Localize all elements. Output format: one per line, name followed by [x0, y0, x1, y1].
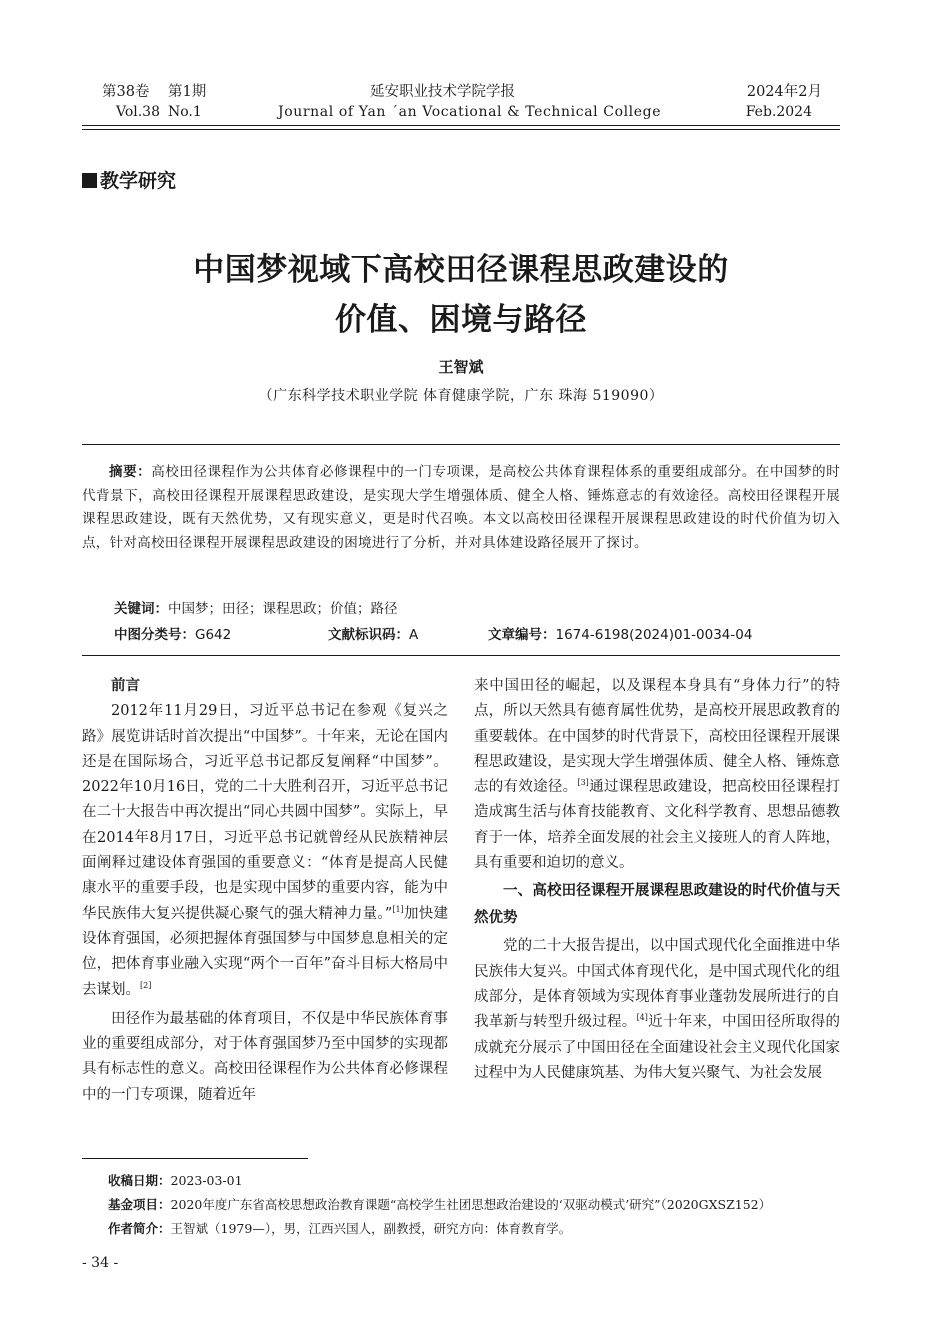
running-header [102, 82, 822, 122]
preface-heading: 前言 [111, 678, 140, 694]
article-number-label: 文章编号： [488, 627, 556, 643]
journal-en: Journal of Yan ´an Vocational & Technical College [278, 104, 662, 120]
received-date: 2023-03-01 [170, 1173, 243, 1188]
abstract-rule-bottom [82, 655, 840, 656]
issue-cn: 第1期 [168, 84, 207, 100]
paragraph [474, 674, 840, 876]
abstract [82, 461, 840, 555]
citation-ref: [3] [577, 778, 589, 788]
keywords [114, 597, 398, 617]
received-label: 收稿日期： [108, 1173, 171, 1188]
footnote-fund [108, 1194, 771, 1216]
square-bullet-icon [82, 173, 97, 188]
footnote-received [108, 1170, 243, 1192]
clc-label: 中图分类号： [114, 627, 195, 643]
clc-value: G642 [195, 627, 232, 643]
fund-label: 基金项目： [108, 1197, 171, 1212]
volume-en: Vol.38 [116, 104, 160, 120]
citation-ref: [2] [140, 980, 152, 990]
doc-value: A [409, 627, 419, 643]
section-heading: 一、高校田径课程开展课程思政建设的时代价值与天然优势 [474, 883, 840, 927]
affiliation: （广东科学技术职业学院 体育健康学院，广东 珠海 519090） [258, 388, 664, 404]
paragraph-text: 来中国田径的崛起，以及课程本身具有“身体力行”的特点，所以天然具有德育属性优势，是高校开展思政教育的重要载体。在中国梦的时代背景下，高校田径课程开展课程思政建设，是实现大学生增强体质、健全人格、锤炼意志的有效途径。 [474, 678, 840, 796]
doc-code [328, 623, 418, 643]
paragraph [82, 699, 448, 1003]
article-title-line2: 价值、困境与路径 [335, 302, 587, 338]
fund-text: 2020年度广东省高校思想政治教育课题“高校学生社团思想政治建设的‘双驱动模式’研究”（2020GXSZ152） [170, 1197, 772, 1212]
abstract-label: 摘要： [109, 464, 152, 480]
article-number [488, 623, 752, 643]
volume-cn: 第38卷 [102, 84, 150, 100]
footnote-author [108, 1218, 571, 1240]
author-bio-label: 作者简介： [108, 1221, 171, 1236]
body-right-column [474, 674, 840, 1086]
date-cn: 2024年2月 [746, 84, 822, 100]
section-tag [82, 166, 176, 193]
abstract-rule-top [82, 444, 840, 445]
author-name: 王智斌 [438, 358, 484, 376]
footnote-rule [82, 1158, 308, 1159]
keywords-text: 中国梦；田径；课程思政；价值；路径 [168, 601, 398, 617]
date-en: Feb.2024 [745, 104, 812, 120]
journal-cn: 延安职业技术学院学报 [370, 84, 515, 100]
citation-ref: [1] [392, 904, 404, 914]
clc-number [114, 623, 231, 643]
page-number: - 34 - [82, 1255, 119, 1271]
doc-label: 文献标识码： [328, 627, 409, 643]
article-number-value: 1674-6198(2024)01-0034-04 [555, 627, 753, 643]
paragraph-text: 2012年11月29日，习近平总书记在参观《复兴之路》展览讲话时首次提出“中国梦”。十年来，无论在国内还是在国际场合，习近平总书记都反复阐释“中国梦”。2022年10月16日，党的二十大胜利召开，习近平总书记在二十大报告中再次提出“同心共圆中国梦”。实际上，早在2014年8月17日，习近平总书记就曾经从民族精神层面阐释过建设体育强国的重要意义：“体育是提高人民健康水平的重要手段，也是实现中国梦的重要内容，能为中华民族伟大复兴提供凝心聚气的强大精神力量。” [82, 703, 448, 922]
paragraph-text: 加快建设体育强国，必须把握体育强国梦与中国梦息息相关的定位，把体育事业融入实现“两个一百年”奋斗目标大格局中去谋划。 [82, 905, 448, 998]
keywords-label: 关键词： [114, 601, 168, 617]
header-rule-thin [82, 129, 840, 130]
paragraph-text: 党的二十大报告提出，以中国式现代化全面推进中华民族伟大复兴。中国式体育现代化，是中国式现代化的组成部分，是体育领域为实现体育事业蓬勃发展所进行的自我革新与转型升级过程。 [474, 938, 840, 1031]
body-left-column [82, 674, 448, 1108]
paragraph: 田径作为最基础的体育项目，不仅是中华民族体育事业的重要组成部分，对于体育强国梦乃至中国梦的实现都具有标志性的意义。高校田径课程作为公共体育必修课程中的一门专项课，随着近年 [82, 1010, 448, 1103]
paragraph-text: 近十年来，中国田径所取得的成就充分展示了中国田径在全面建设社会主义现代化国家过程中为人民健康筑基、为伟大复兴聚气、为社会发展 [474, 1014, 841, 1081]
article-title-line1: 中国梦视域下高校田径课程思政建设的 [193, 252, 729, 288]
paragraph-text: 通过课程思政建设，把高校田径课程打造成寓生活与体育技能教育、文化科学教育、思想品德教育于一体，培养全面发展的社会主义接班人的育人阵地，具有重要和迫切的意义。 [474, 779, 841, 872]
citation-ref: [4] [636, 1013, 648, 1023]
section-label: 教学研究 [100, 170, 177, 192]
issue-en: No.1 [168, 104, 202, 120]
abstract-text: 高校田径课程作为公共体育必修课程中的一门专项课，是高校公共体育课程体系的重要组成部分。在中国梦的时代背景下，高校田径课程开展课程思政建设，是实现大学生增强体质、健全人格、锤炼意志的有效途径。高校田径课程开展课程思政建设，既有天然优势，又有现实意义，更是时代召唤。本文以高校田径课程开展课程思政建设的时代价值为切入点，针对高校田径课程开展课程思政建设的困境进行了分析，并对具体建设路径展开了探讨。 [82, 464, 841, 551]
author-bio-text: 王智斌（1979—），男，江西兴国人，副教授，研究方向：体育教育学。 [170, 1221, 572, 1236]
paragraph [474, 934, 840, 1086]
header-rule-thick [82, 125, 840, 126]
